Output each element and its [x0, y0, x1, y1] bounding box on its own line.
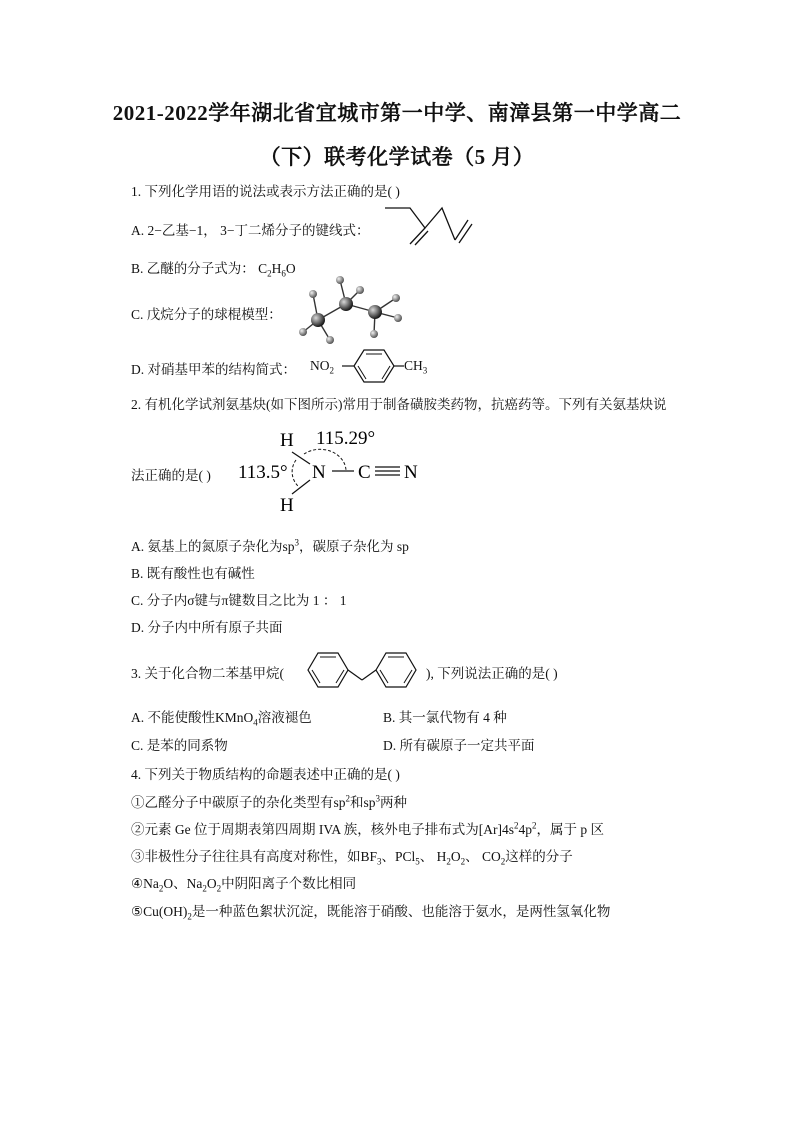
exam-title-line2: （下）联考化学试卷（5 月） [259, 145, 535, 169]
q4-statement-5 [131, 900, 610, 920]
q1-d-no2: NO [310, 358, 330, 373]
q4-s2-pre: ②元素 Ge 位于周期表第四周期 IVA 族，核外电子排布式为[Ar]4s [131, 822, 514, 837]
q2-aminoacetylene-diagram [232, 422, 432, 518]
q4-s3-m2: 、 H [419, 849, 447, 864]
q3-stem-post: ), 下列说法正确的是( ) [426, 666, 558, 681]
q1-stem: 1. 下列化学用语的说法或表示方法正确的是( ) [131, 184, 400, 199]
q4-statement-1 [131, 791, 407, 811]
q3-option-c: C. 是苯的同系物 [131, 738, 228, 753]
q4-s3-sub4: 2 [460, 856, 466, 867]
q3-a-post: 溶液褪色 [257, 710, 312, 725]
q1-option-a: A. 2−乙基−1， 3−丁二烯分子的键线式： [131, 223, 370, 238]
q1-d-ch3: CH [404, 358, 423, 373]
q2-h-top: H [280, 430, 294, 451]
q4-s2-sup2: 2 [532, 820, 537, 831]
q4-s4-m2: O [206, 876, 217, 891]
q4-s5-sub: 2 [187, 911, 192, 922]
q4-s4-sub3: 2 [216, 883, 222, 894]
q2-stem-continued: 法正确的是( ) [131, 468, 211, 483]
q4-s3-sub3: 2 [446, 856, 451, 867]
q4-s3-m3: O [450, 849, 461, 864]
q1-option-d: D. 对硝基甲苯的结构简式： [131, 362, 296, 377]
q1-d-no2-label [310, 358, 334, 374]
q4-s3-post: 这样的分子 [505, 849, 573, 864]
q4-s4-sub2: 2 [202, 883, 207, 894]
q3-option-a [131, 706, 312, 726]
q1-b-mid: H [271, 261, 282, 276]
q2-h-bottom: H [280, 495, 294, 516]
q3-a-sub: 4 [253, 717, 258, 728]
q4-s3-pre: ③非极性分子往往具有高度对称性，如BF [131, 849, 378, 864]
q4-s2-sup1: 2 [514, 820, 519, 831]
q4-s3-m1: 、PCl [381, 849, 416, 864]
q1-b-text: B. 乙醚的分子式为： C [131, 261, 268, 276]
q1-option-c: C. 戊烷分子的球棍模型： [131, 307, 282, 322]
q1-b-sub2: 6 [281, 268, 286, 279]
q2-angle-1: 115.29° [316, 428, 376, 449]
q2-a-post: ，碳原子杂化为 sp [299, 539, 409, 554]
q4-s1-sup1: 2 [345, 793, 351, 804]
q4-s3-sub5: 2 [500, 856, 506, 867]
q4-s4-m1: O、Na [163, 876, 203, 891]
q4-s5-pre: ⑤Cu(OH) [131, 904, 188, 919]
q1-option-b [131, 257, 296, 277]
q1-skeletal-formula-diagram [380, 200, 480, 248]
q4-s1-mid: 和sp [350, 795, 376, 810]
q4-s4-sub1: 2 [158, 883, 164, 894]
q3-stem-pre: 3. 关于化合物二苯基甲烷( [131, 666, 284, 681]
q1-benzene-ring-diagram [342, 346, 404, 386]
q2-option-c: C. 分子内σ键与π键数目之比为 1 ： 1 [131, 593, 347, 608]
q2-a-pre: A. 氨基上的氮原子杂化为sp [131, 539, 295, 554]
q4-s4-post: 中阴阳离子个数比相同 [221, 876, 357, 891]
q4-s2-mid: 4p [518, 822, 532, 837]
exam-title-line1: 2021-2022学年湖北省宜城市第一中学、南漳县第一中学高二 [112, 101, 682, 125]
q4-statement-4 [131, 872, 356, 892]
q1-ball-stick-model-diagram [288, 272, 413, 352]
q2-option-a [131, 535, 409, 555]
q1-d-ch3-sub: 3 [422, 365, 428, 376]
q3-diphenylmethane-diagram [300, 648, 428, 692]
q2-stem: 2. 有机化学试剂氨基炔(如下图所示)常用于制备磺胺类药物，抗癌药等。下列有关氨基炔说 [131, 397, 667, 412]
q3-a-pre: A. 不能使酸性KMnO [131, 710, 254, 725]
q2-option-d: D. 分子内中所有原子共面 [131, 620, 283, 635]
q4-statement-3 [131, 845, 573, 865]
q1-b-end: O [285, 261, 296, 276]
q1-d-no2-sub: 2 [329, 365, 334, 376]
q4-s4-pre: ④Na [131, 876, 159, 891]
q2-n-atom: N [312, 462, 326, 483]
q4-s1-post: 两种 [380, 795, 408, 810]
q4-stem: 4. 下列关于物质结构的命题表述中正确的是( ) [131, 767, 400, 782]
q2-n-atom-2: N [404, 462, 418, 483]
q4-s2-post: ，属于 p 区 [536, 822, 604, 837]
q2-c-atom: C [358, 462, 371, 483]
q4-s1-pre: ①乙醛分子中碳原子的杂化类型有sp [131, 795, 346, 810]
q4-s5-post: 是一种蓝色絮状沉淀，既能溶于硝酸、也能溶于氨水，是两性氢氧化物 [191, 904, 611, 919]
q1-b-sub1: 2 [267, 268, 272, 279]
q2-option-b: B. 既有酸性也有碱性 [131, 566, 255, 581]
q4-s3-m4: 、 CO [465, 849, 501, 864]
q4-s3-sub1: 3 [377, 856, 382, 867]
q4-s1-sup2: 3 [375, 793, 381, 804]
q2-angle-2: 113.5° [238, 462, 288, 483]
q1-d-ch3-label [404, 358, 427, 374]
q4-statement-2 [131, 818, 604, 838]
q2-a-sup: 3 [294, 537, 300, 548]
q4-s3-sub2: 5 [415, 856, 420, 867]
q3-option-d: D. 所有碳原子一定共平面 [383, 738, 535, 753]
q3-option-b: B. 其一氯代物有 4 种 [383, 710, 507, 725]
